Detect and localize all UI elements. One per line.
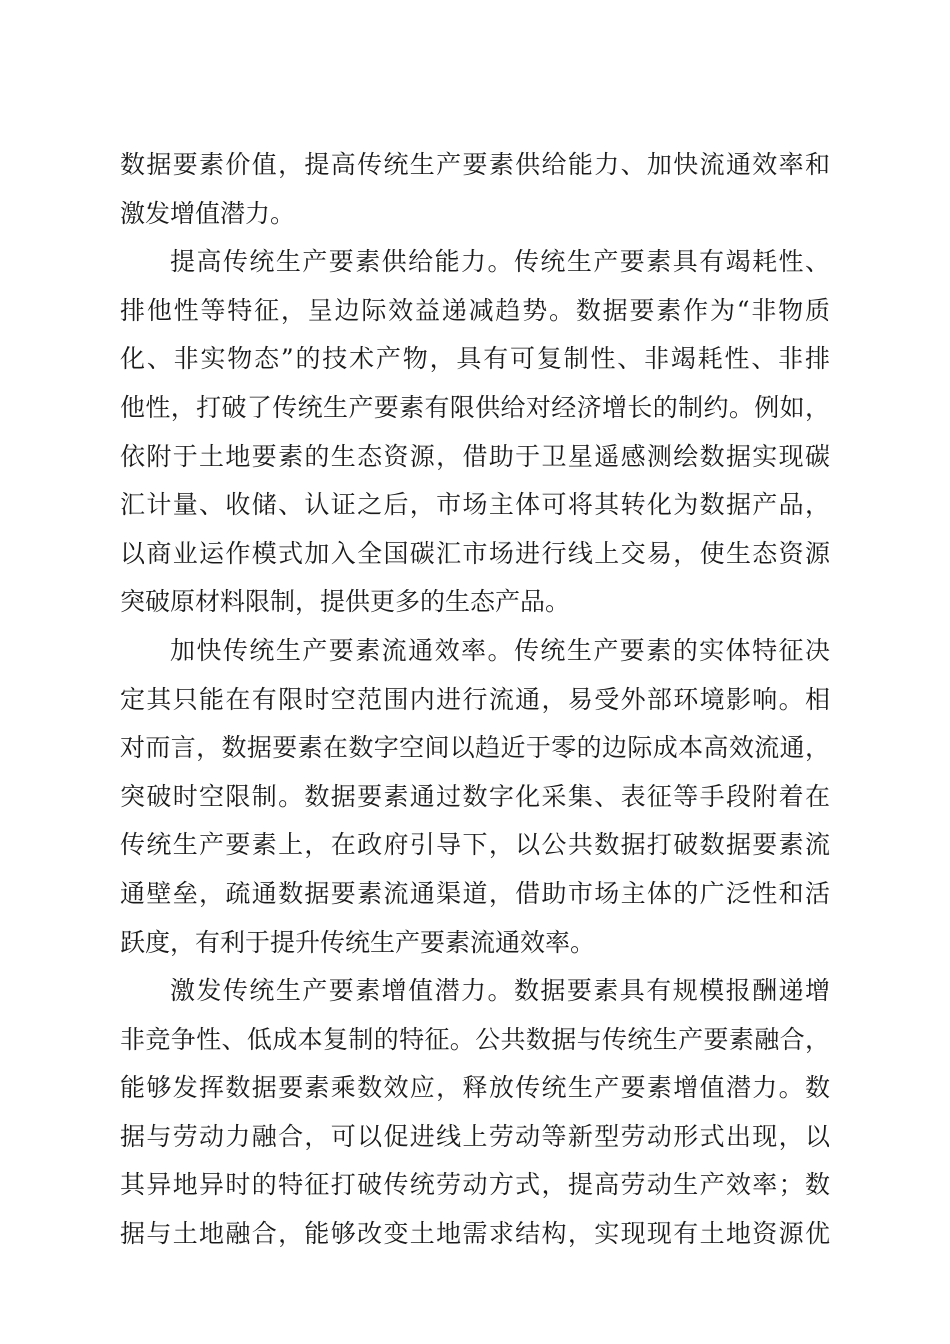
paragraph-first-line: 加快传统生产要素流通效率。传统生产要素的实体特征决 (170, 635, 830, 665)
text-line: 排他性等特征，呈边际效益递减趋势。数据要素作为“非物质 (120, 295, 830, 325)
paragraph-first-line: 提高传统生产要素供给能力。传统生产要素具有竭耗性、 (170, 247, 830, 277)
paragraph-first-line: 激发传统生产要素增值潜力。数据要素具有规模报酬递增 (170, 976, 830, 1006)
text-line: 非竞争性、低成本复制的特征。公共数据与传统生产要素融合， (120, 1024, 830, 1054)
text-line: 突破时空限制。数据要素通过数字化采集、表征等手段附着在 (120, 781, 830, 811)
text-line: 以商业运作模式加入全国碳汇市场进行线上交易，使生态资源 (120, 538, 830, 568)
text-line: 跃度，有利于提升传统生产要素流通效率。 (120, 927, 596, 957)
text-line: 能够发挥数据要素乘数效应，释放传统生产要素增值潜力。数 (120, 1073, 830, 1103)
text-line: 化、非实物态”的技术产物，具有可复制性、非竭耗性、非排 (120, 344, 830, 374)
body-text (120, 141, 830, 1259)
text-line: 传统生产要素上，在政府引导下，以公共数据打破数据要素流 (120, 830, 830, 860)
text-line: 其异地异时的特征打破传统劳动方式，提高劳动生产效率；数 (120, 1170, 830, 1200)
text-line: 通壁垒，疏通数据要素流通渠道，借助市场主体的广泛性和活 (120, 878, 830, 908)
text-line: 定其只能在有限时空范围内进行流通，易受外部环境影响。相 (120, 684, 830, 714)
text-line: 突破原材料限制，提供更多的生态产品。 (120, 587, 571, 617)
text-line: 汇计量、收储、认证之后，市场主体可将其转化为数据产品， (120, 490, 830, 520)
text-line: 激发增值潜力。 (120, 198, 296, 228)
text-line: 数据要素价值，提高传统生产要素供给能力、加快流通效率和 (120, 150, 830, 179)
text-line: 依附于土地要素的生态资源，借助于卫星遥感测绘数据实现碳 (120, 441, 830, 471)
text-line: 他性，打破了传统生产要素有限供给对经济增长的制约。例如， (120, 392, 830, 422)
text-line: 据与劳动力融合，可以促进线上劳动等新型劳动形式出现，以 (120, 1121, 830, 1151)
text-line: 据与土地融合，能够改变土地需求结构，实现现有土地资源优 (120, 1219, 830, 1249)
text-line: 对而言，数据要素在数字空间以趋近于零的边际成本高效流通， (120, 733, 830, 763)
